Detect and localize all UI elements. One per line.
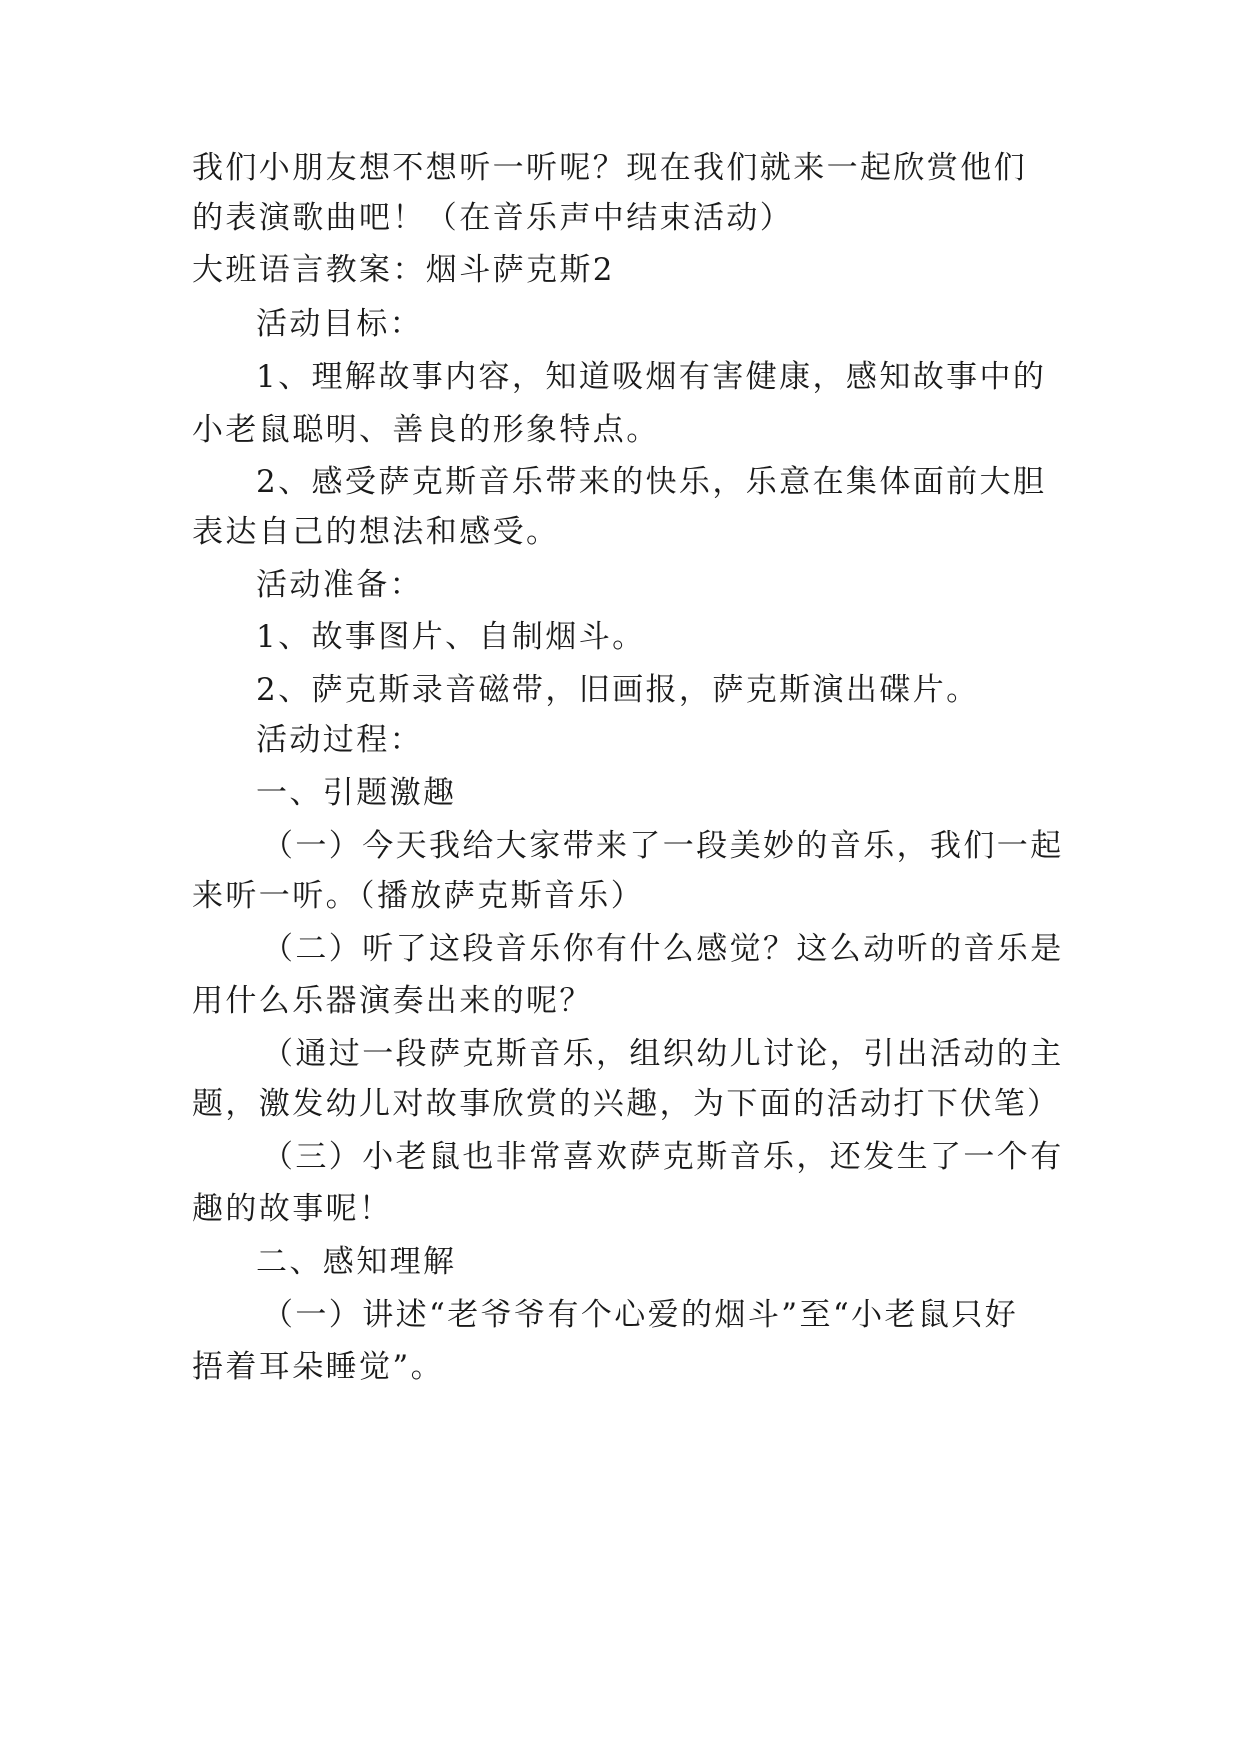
- text-line: （二）听了这段音乐你有什么感觉？这么动听的音乐是: [262, 931, 1064, 967]
- text-line: 我们小朋友想不想听一听呢？现在我们就来一起欣赏他们: [192, 150, 1027, 186]
- text-line: （通过一段萨克斯音乐，组织幼儿讨论，引出活动的主: [262, 1036, 1064, 1072]
- text-line: 2、萨克斯录音磁带，旧画报，萨克斯演出碟片。: [256, 672, 980, 708]
- section-title: 大班语言教案：烟斗萨克斯2: [192, 252, 615, 288]
- text-line: 活动准备：: [256, 567, 423, 603]
- text-line: （三）小老鼠也非常喜欢萨克斯音乐，还发生了一个有: [262, 1139, 1064, 1175]
- text-line: 用什么乐器演奏出来的呢？: [192, 983, 593, 1019]
- text-line: 来听一听。（播放萨克斯音乐）: [192, 878, 645, 914]
- text-line: 活动过程：: [256, 722, 423, 758]
- text-line: 1、故事图片、自制烟斗。: [256, 619, 646, 655]
- text-line: 一、引题激趣: [256, 775, 457, 811]
- text-line: 捂着耳朵睡觉”。: [192, 1349, 445, 1385]
- text-line: 小老鼠聪明、善良的形象特点。: [192, 412, 660, 448]
- text-line: 的表演歌曲吧！（在音乐声中结束活动）: [192, 200, 794, 236]
- text-line: 趣的故事呢！: [192, 1191, 393, 1227]
- text-line: 1、理解故事内容，知道吸烟有害健康，感知故事中的: [256, 359, 1047, 395]
- text-line: 2、感受萨克斯音乐带来的快乐，乐意在集体面前大胆: [256, 464, 1047, 500]
- text-line: （一）讲述“老爷爷有个心爱的烟斗”至“小老鼠只好: [262, 1297, 1019, 1333]
- text-line: 活动目标：: [256, 306, 423, 342]
- text-line: 题，激发幼儿对故事欣赏的兴趣，为下面的活动打下伏笔）: [192, 1086, 1061, 1122]
- text-line: 二、感知理解: [256, 1244, 457, 1280]
- text-line: （一）今天我给大家带来了一段美妙的音乐，我们一起: [262, 828, 1064, 864]
- text-line: 表达自己的想法和感受。: [192, 514, 560, 550]
